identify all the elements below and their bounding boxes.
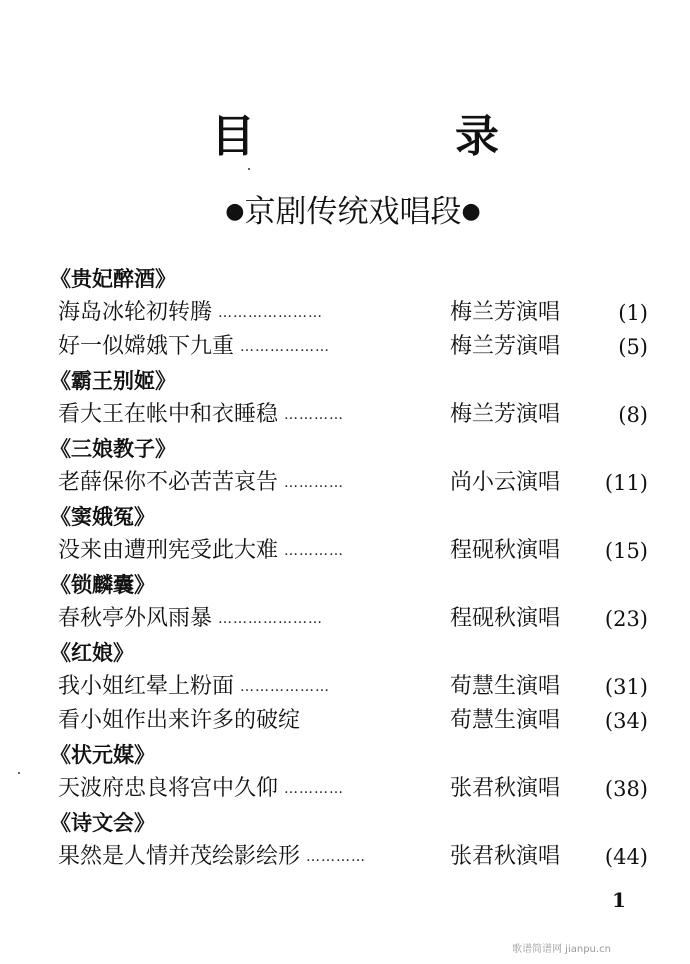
dot-leader: ………… (284, 781, 344, 797)
toc-entry (58, 840, 658, 874)
entry-page-number: (31) (604, 675, 648, 699)
page-number: 1 (612, 888, 626, 912)
entry-page-number: (38) (604, 777, 648, 801)
aria-title: 果然是人情并茂绘影绘形 (58, 844, 301, 869)
toc-entry (58, 704, 658, 738)
singer-credit: 程砚秋演唱 (450, 606, 561, 631)
dot-leader: ………… (284, 543, 344, 559)
toc-entry (58, 772, 658, 806)
entry-page-number: (15) (604, 539, 648, 563)
toc-entry (58, 296, 658, 330)
dot-leader: ………………… (218, 611, 323, 627)
aria-title: 好一似嫦娥下九重 (58, 334, 235, 359)
singer-credit: 荀慧生演唱 (450, 674, 561, 699)
toc-entry (58, 398, 658, 432)
dot-leader: ………… (306, 849, 366, 865)
aria-title: 春秋亭外风雨暴 (58, 606, 213, 631)
opera-heading: 《窦娥冤》 (50, 505, 155, 529)
opera-heading: 《状元媒》 (50, 743, 155, 767)
entry-page-number: (8) (618, 403, 648, 427)
toc-entry (58, 534, 658, 568)
section-heading-text: 京剧传统戏唱段 (244, 194, 462, 230)
dot-leader: ………… (284, 407, 344, 423)
singer-credit: 张君秋演唱 (450, 776, 561, 801)
opera-heading: 《三娘教子》 (50, 437, 176, 461)
dot-leader: ………… (284, 475, 344, 491)
entry-page-number: (5) (618, 335, 648, 359)
singer-credit: 尚小云演唱 (450, 470, 561, 495)
dot-leader: ……………… (240, 339, 330, 355)
singer-credit: 梅兰芳演唱 (450, 300, 561, 325)
entry-page-number: (23) (604, 607, 648, 631)
entry-page-number: (44) (604, 845, 648, 869)
singer-credit: 梅兰芳演唱 (450, 402, 561, 427)
aria-title: 我小姐红晕上粉面 (58, 674, 235, 699)
opera-heading: 《贵妃醉酒》 (50, 267, 176, 291)
scan-speck (248, 168, 250, 170)
opera-heading: 《诗文会》 (50, 811, 155, 835)
dot-leader: ……………… (240, 679, 330, 695)
opera-heading: 《红娘》 (50, 641, 134, 665)
entry-page-number: (1) (618, 301, 648, 325)
page-title: 目 录 (211, 111, 577, 162)
opera-heading: 《锁麟囊》 (50, 573, 155, 597)
singer-credit: 梅兰芳演唱 (450, 334, 561, 359)
singer-credit: 荀慧生演唱 (450, 708, 561, 733)
toc-entry (58, 330, 658, 364)
aria-title: 看小姐作出来许多的破绽 (58, 708, 301, 733)
toc-entry (58, 602, 658, 636)
scan-speck (18, 772, 20, 774)
aria-title: 海岛冰轮初转腾 (58, 300, 213, 325)
opera-heading: 《霸王别姬》 (50, 369, 176, 393)
aria-title: 没来由遭刑宪受此大难 (58, 538, 279, 563)
dot-leader: ………………… (218, 305, 323, 321)
entry-page-number: (34) (604, 709, 648, 733)
watermark: 歌谱简谱网 jianpu.cn (512, 944, 611, 955)
section-heading (8, 186, 690, 231)
bullet-icon: ● (461, 199, 481, 224)
aria-title: 老薛保你不必苦苦哀告 (58, 470, 279, 495)
bullet-icon: ● (225, 199, 245, 224)
entry-page-number: (11) (604, 471, 648, 495)
toc-entry (58, 466, 658, 500)
singer-credit: 张君秋演唱 (450, 844, 561, 869)
singer-credit: 程砚秋演唱 (450, 538, 561, 563)
aria-title: 看大王在帐中和衣睡稳 (58, 402, 279, 427)
aria-title: 天波府忠良将宫中久仰 (58, 776, 279, 801)
toc-entry (58, 670, 658, 704)
table-of-contents (50, 262, 658, 874)
